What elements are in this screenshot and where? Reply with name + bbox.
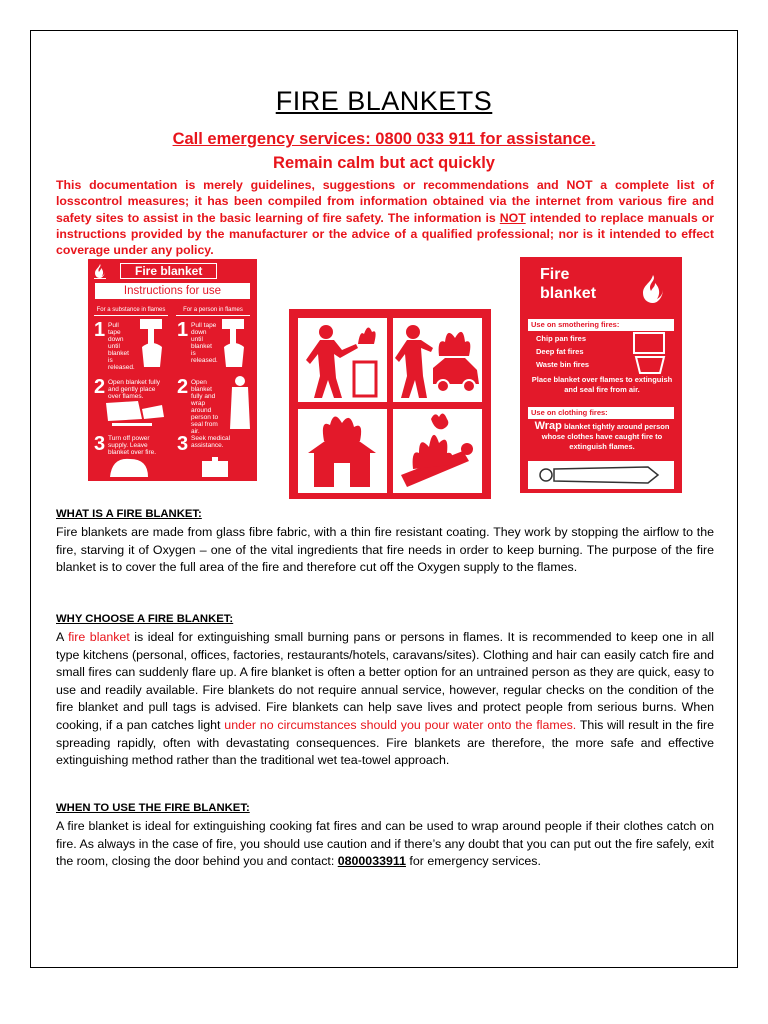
first-aid-icon <box>200 455 230 479</box>
hand-pull-tape-icon <box>134 317 170 369</box>
when-post: for emergency services. <box>405 854 541 869</box>
sign3-smother-text: Place blanket over flames to extinguish and seal fire from air. <box>531 375 673 394</box>
when-pre: A fire blanket is ideal for extinguishing cooking fat fires and can be used to wrap around people if their clothes catch on fire. As always in the case of fire, you should use caution and if there’s any doubt that you can put out the fire safely, exit the room, closing the door behind you and contact: <box>56 819 714 869</box>
sign1-header <box>92 261 253 281</box>
step2-number-left: 2 <box>94 376 106 398</box>
blanket-left-on-fire-icon <box>106 455 152 479</box>
step3-text-left: Turn off power supply. Leave blanket over fire. <box>108 435 157 456</box>
step2-number-right: 2 <box>177 376 189 398</box>
person-wrapped-lying-icon <box>528 461 674 489</box>
disclaimer-part2: intended to replace manuals or instructions provided by the manufacturer or the advice of a qualified professional; nor is it intended to effect coverage under any policy. <box>56 210 714 258</box>
pictogram-tile-4 <box>393 409 482 493</box>
what-text: Fire blankets are made from glass fibre fabric, with a thin fire resistant coating. They work by stopping the airflow to the fire, starving it of Oxygen – one of the vital ingredients that fire needs in order to keep burning. The purpose of the fire blanket is to cover the full area of the fire and therefore cut off the Oxygen supply to the flames. <box>56 525 714 575</box>
why-red-warning: under no circumstances should you pour water onto the flames. <box>224 717 577 732</box>
pictogram-person-on-fire <box>393 409 482 493</box>
why-text <box>56 629 714 770</box>
sign3-figure-panel <box>528 461 674 489</box>
step1-text-right: Pull tape down until blanket is released. <box>191 322 218 364</box>
when-text <box>56 818 714 871</box>
why-mid: is ideal for extinguishing small burning pans or persons in flames. It is recommended to keep one in all type kitchens (personal, offices, factories, restaurants/hotels, caravans/sites). Clothing and hair can easily catch fire and small fires can suddenly flare up. A fire blanket is often a better option for an untrained person as they are quick, easy to use and readily available. Fire blankets do not require annual service, however, regular checks on the condition of the fire blanket and pull tags is advised. Fire blankets can help save lives and protect people from serious burns. When cooking, if a pan catches light <box>56 630 714 732</box>
sign3-title-line1: Fire <box>540 266 570 283</box>
pictogram-house-fire <box>298 409 387 493</box>
calm-line: Remain calm but act quickly <box>273 154 495 172</box>
why-pre: A <box>56 630 69 644</box>
bin-and-pan-icon <box>628 331 672 375</box>
why-post: This will result in the fire spreading rapidly, often with devastating consequences. Fire blankets are therefore, the more safe and effective extinguishing method rather than the traditional wet tea-towel approach. <box>56 717 714 768</box>
when-heading: WHEN TO USE THE FIRE BLANKET: <box>56 802 250 814</box>
step1-number-left: 1 <box>94 319 106 341</box>
why-heading: WHY CHOOSE A FIRE BLANKET: <box>56 613 234 625</box>
disclaimer <box>56 177 714 258</box>
sign3-clothing-heading: Use on clothing fires: <box>528 407 674 419</box>
sign3-title-line2: blanket <box>540 285 597 302</box>
pictogram-person-car-fire <box>393 318 482 402</box>
step3-number-left: 3 <box>94 433 106 455</box>
sign3-clothing-text <box>530 421 674 452</box>
sign3-item-3: Waste bin fires <box>536 360 590 369</box>
sign1-col-left: For a substance in flames <box>94 305 168 316</box>
fire-safety-icon <box>642 273 664 305</box>
sign3-smother-heading: Use on smothering fires: <box>528 319 674 331</box>
step1-number-right: 1 <box>177 319 189 341</box>
pictogram-tile-3 <box>298 409 387 493</box>
pictogram-tile-1 <box>298 318 387 402</box>
sign3-wrap-word: Wrap <box>534 420 562 432</box>
sign3-clothing-body: blanket tightly around person whose clothes have caught fire to extinguish flames. <box>541 422 670 451</box>
instructions-sign <box>88 259 257 481</box>
step3-number-right: 3 <box>177 433 189 455</box>
emergency-line: Call emergency services: 0800 033 911 for assistance. <box>172 130 596 148</box>
step2-text-left: Open blanket fully and gently place over flames. <box>108 379 161 400</box>
blanket-over-pan-icon <box>102 399 168 427</box>
disclaimer-part1: This documentation is merely guidelines, suggestions or recommendations and NOT a complete list of losscontrol measures; it has been compiled from information obtained via the internet from various fire and safety sites to assist in the basic learning of fire safety. The information is <box>56 178 714 225</box>
pictogram-person-smothering-fire <box>298 318 387 402</box>
step2-text-right: Open blanket fully and wrap around person to seal from air. <box>191 379 219 435</box>
sign3-item-1: Chip pan fires <box>536 334 587 343</box>
step3-text-right: Seek medical assistance. <box>191 435 231 449</box>
sign1-title: Fire blanket <box>120 263 217 279</box>
sign1-col-right: For a person in flames <box>176 305 250 316</box>
page-title: FIRE BLANKETS <box>275 86 493 116</box>
why-red-term: fire blanket <box>68 630 130 644</box>
sign3-title <box>540 265 596 303</box>
hand-pull-tape-icon <box>216 317 252 369</box>
sign3-item-2: Deep fat fires <box>536 347 584 356</box>
step1-text-left: Pull tape down until blanket is released. <box>108 322 135 371</box>
pictogram-tile-2 <box>393 318 482 402</box>
sign1-subtitle: Instructions for use <box>94 282 251 300</box>
person-wrapped-icon <box>226 375 252 431</box>
pictogram-sign <box>289 309 491 499</box>
what-heading: WHAT IS A FIRE BLANKET: <box>56 508 202 520</box>
usage-sign <box>520 257 682 493</box>
disclaimer-not: NOT <box>499 210 526 225</box>
emergency-number: 0800033911 <box>337 854 406 869</box>
fire-safety-icon <box>94 263 106 279</box>
